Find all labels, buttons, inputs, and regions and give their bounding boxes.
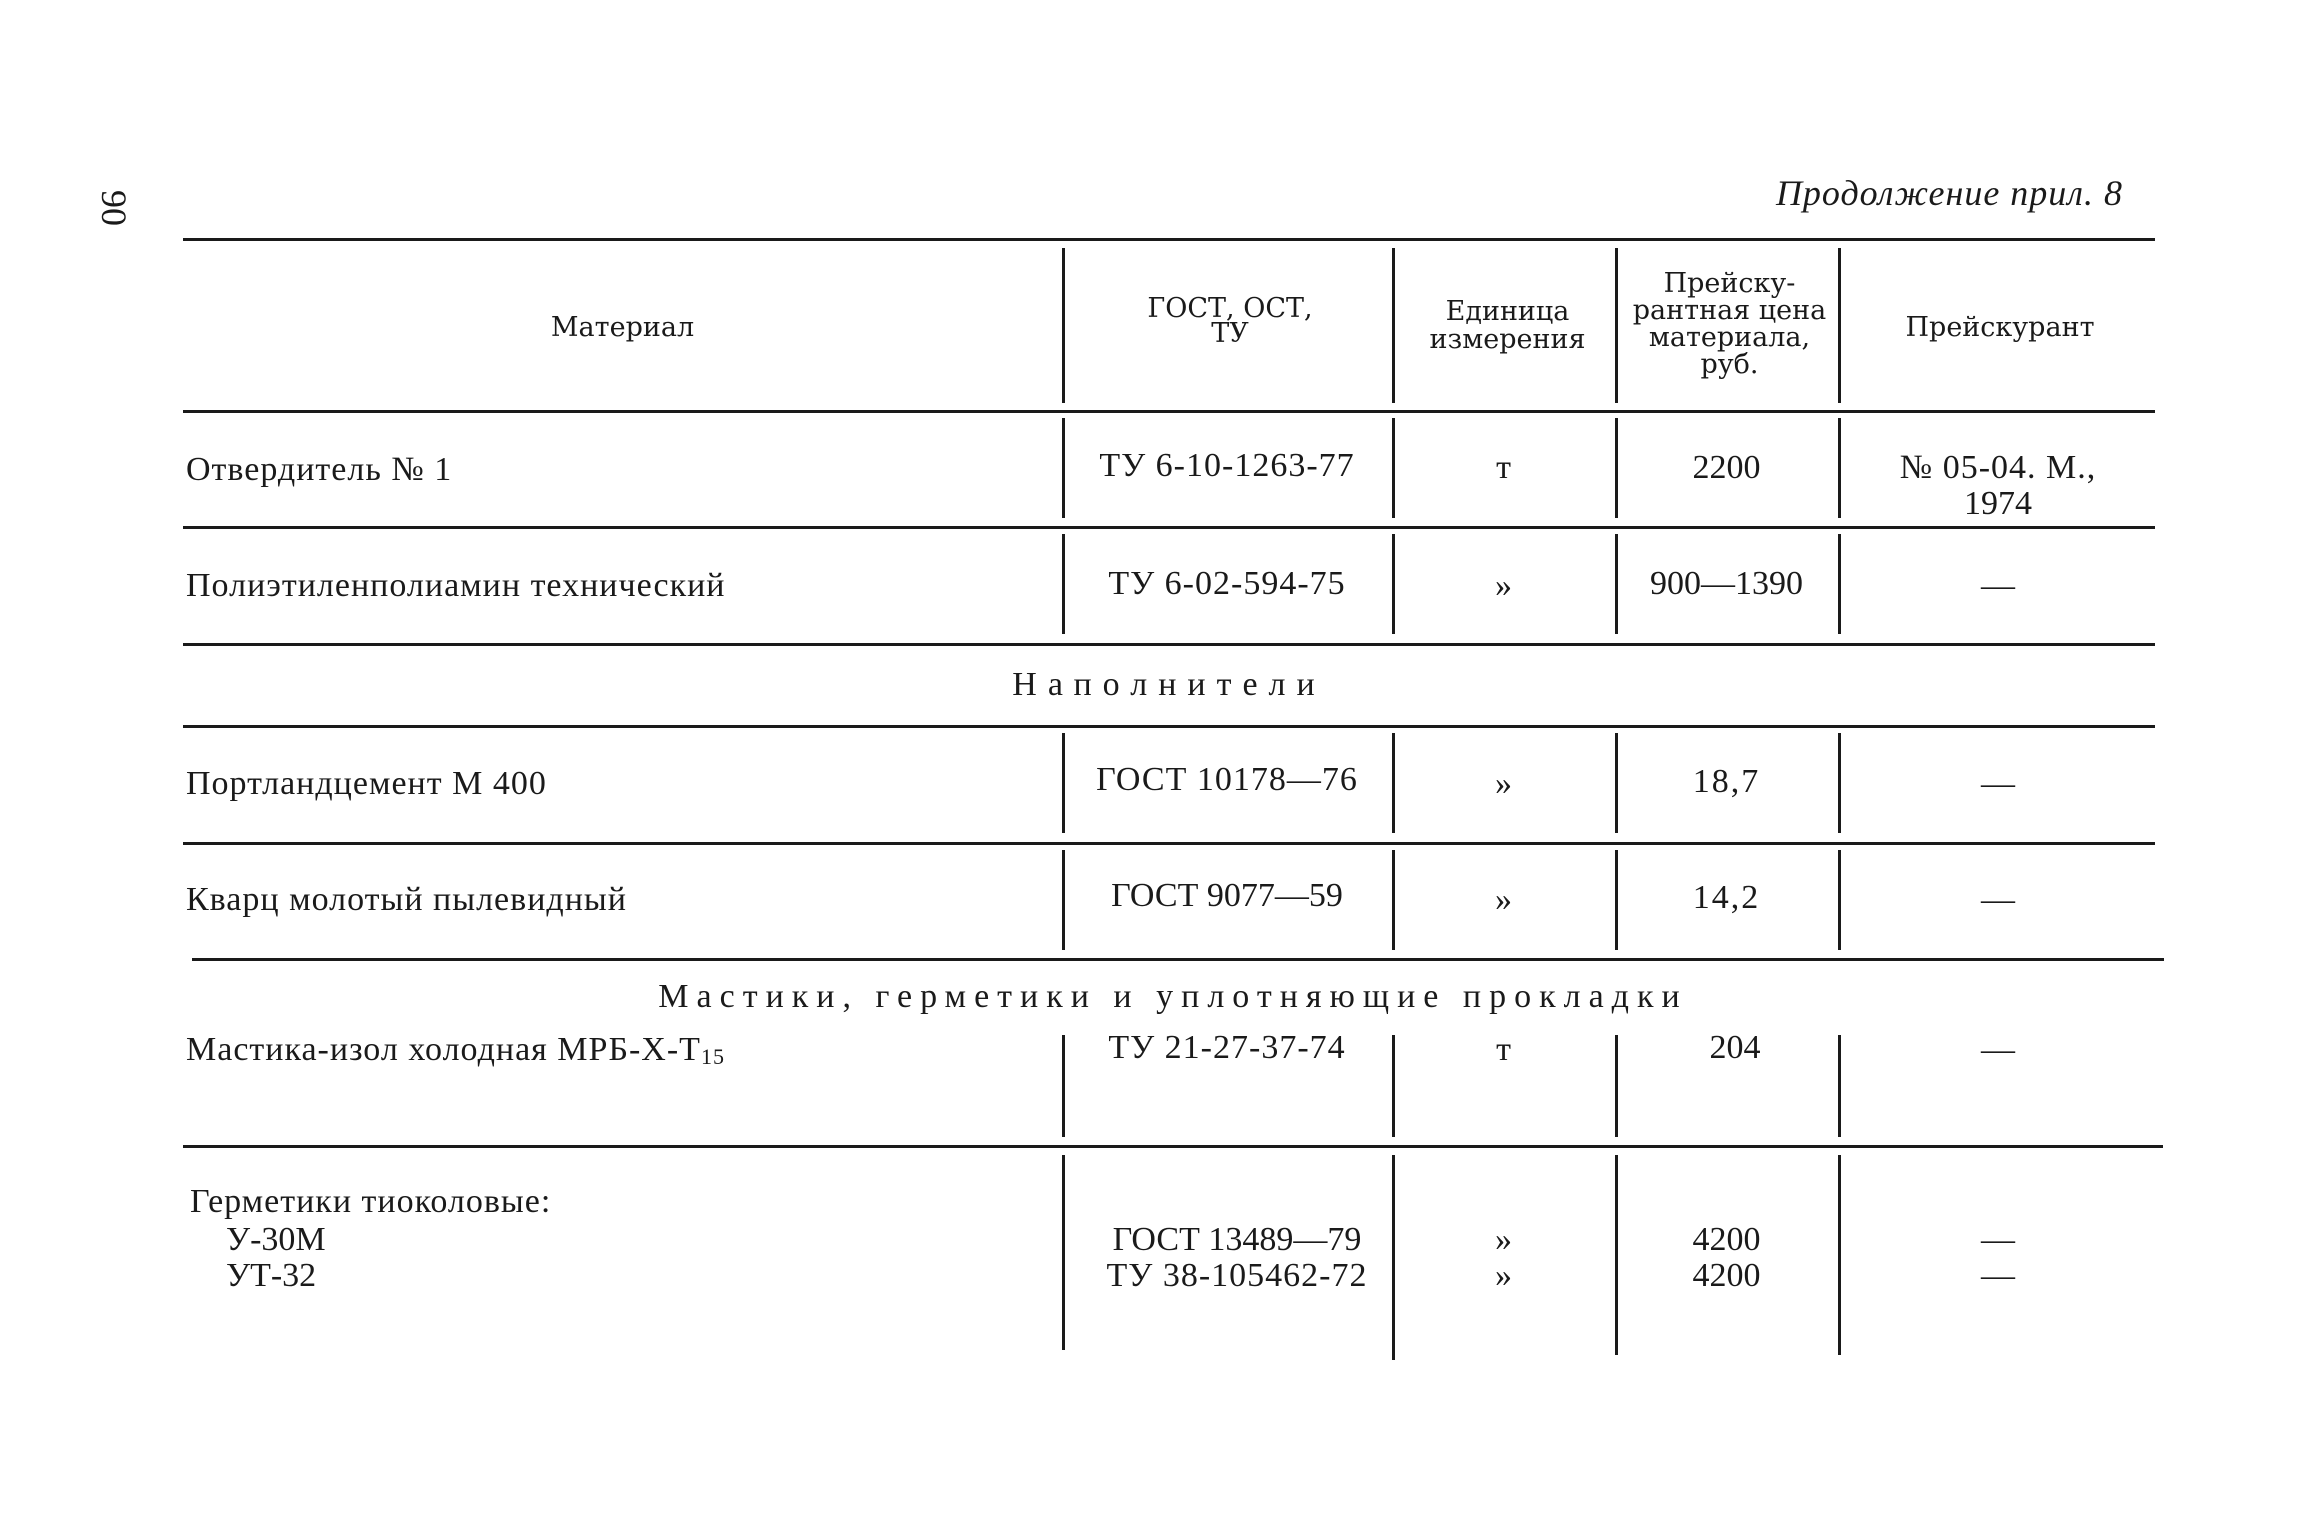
row2-pricelist: — — [1981, 567, 2015, 604]
filler2-unit: » — [1495, 881, 1512, 918]
row-rule-1 — [183, 526, 2155, 529]
mastic-pricelist: — — [1981, 1031, 2015, 1068]
row2-gost: ТУ 6-02-594-75 — [1108, 565, 1346, 602]
sealant2-material: УТ-32 — [226, 1257, 317, 1294]
row1-material: Отвердитель № 1 — [186, 451, 453, 488]
filler1-unit: » — [1495, 765, 1512, 802]
mastic-unit: т — [1496, 1031, 1511, 1068]
row1-pricelist-line1: № 05-04. М., — [1899, 449, 2097, 486]
row1-unit: т — [1496, 449, 1511, 486]
row2-price: 900—1390 — [1650, 565, 1803, 602]
col-rule-4-header — [1838, 248, 1841, 403]
header-unit-text: Единица измерения — [1429, 296, 1586, 355]
section-rule-mastics — [192, 958, 2164, 961]
table-top-rule — [183, 238, 2155, 241]
header-pricelist: Прейскурант — [1905, 312, 2095, 343]
filler1-pricelist: — — [1981, 765, 2015, 802]
page-number: 90 — [94, 190, 134, 226]
sealant2-gost: ТУ 38-105462-72 — [1106, 1257, 1368, 1294]
sealant1-unit: » — [1495, 1221, 1512, 1258]
row2-unit: » — [1495, 567, 1512, 604]
sealant2-pricelist: — — [1981, 1257, 2015, 1294]
row2-material: Полиэтиленполиамин технический — [186, 567, 726, 604]
sealant1-gost: ГОСТ 13489—79 — [1112, 1221, 1362, 1258]
filler2-gost: ГОСТ 9077—59 — [1111, 877, 1343, 914]
filler1-gost: ГОСТ 10178—76 — [1096, 761, 1358, 798]
mastic-gost: ТУ 21-27-37-74 — [1108, 1029, 1346, 1066]
row-rule-2 — [183, 643, 2155, 646]
filler2-pricelist: — — [1981, 881, 2015, 918]
section-fillers-title: Наполнители — [1012, 666, 1326, 703]
sealant1-pricelist: — — [1981, 1221, 2015, 1258]
filler2-material: Кварц молотый пылевидный — [186, 881, 627, 918]
header-material: Материал — [550, 312, 695, 343]
mastic-material — [186, 1032, 725, 1075]
col-rule-2-header — [1392, 248, 1395, 403]
header-price — [1622, 270, 1837, 378]
row1-pricelist-line2: 1974 — [1964, 485, 2032, 522]
filler1-material: Портландцемент М 400 — [186, 765, 547, 802]
filler1-price: 18,7 — [1692, 763, 1761, 800]
header-bottom-rule — [183, 410, 2155, 413]
row-rule-4 — [183, 1145, 2163, 1148]
header-price-text: Прейску-рантная цена материала, руб. — [1632, 268, 1827, 380]
mastic-price: 204 — [1709, 1029, 1761, 1066]
header-unit — [1400, 298, 1615, 354]
section-mastics-title: Мастики, герметики и уплотняющие прокладки — [658, 978, 1688, 1015]
sealant1-price: 4200 — [1692, 1221, 1761, 1258]
mastic-material-text: Мастика-изол холодная МРБ-Х-Т — [186, 1031, 701, 1068]
sealant1-material: У-30М — [226, 1221, 326, 1258]
section-rule-fillers — [183, 725, 2155, 728]
header-gost-text: ГОСТ, ОСТ, ТУ — [1147, 293, 1313, 349]
row1-price: 2200 — [1692, 449, 1761, 486]
row1-gost: ТУ 6-10-1263-77 — [1099, 447, 1355, 484]
mastic-material-subscript: 15 — [700, 1044, 725, 1069]
filler2-price: 14,2 — [1692, 879, 1761, 916]
continuation-caption: Продолжение прил. 8 — [1775, 173, 2123, 213]
sealant2-price: 4200 — [1692, 1257, 1761, 1294]
sealant2-unit: » — [1495, 1257, 1512, 1294]
row-rule-3 — [183, 842, 2155, 845]
col-rule-3-header — [1615, 248, 1618, 403]
col-rule-1-header — [1062, 248, 1065, 403]
header-gost — [1100, 293, 1360, 349]
sealants-title: Герметики тиоколовые: — [190, 1183, 552, 1220]
